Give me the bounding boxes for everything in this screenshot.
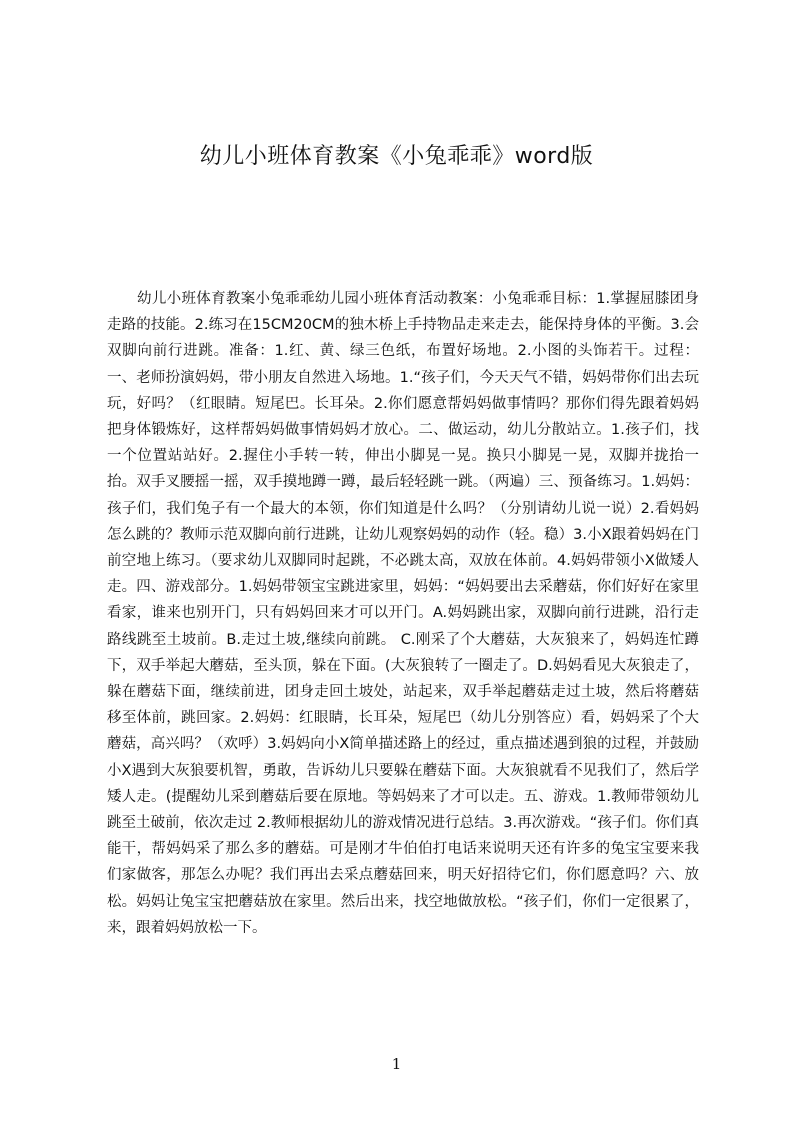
page-number: 1 [391, 1055, 402, 1073]
lesson-plan-body: 幼儿小班体育教案小兔乖乖幼儿园小班体育活动教案：小兔乖乖目标：1.掌握屈膝团身走路的技能。2.练习在15CM20CM的独木桥上手持物品走来走去，能保持身体的平衡。3.会双脚向前行进跳。准备：1.红、黄、绿三色纸，布置好场地。2.小图的头饰若干。过程：一、老师扮演妈妈，带小朋友自然进入场地。1.“孩子们，今天天气不错，妈妈带你们出去玩玩，好吗？（红眼睛。短尾巴。长耳朵。2.你们愿意帮妈妈做事情吗？那你们得先跟着妈妈把身体锻炼好，这样帮妈妈做事情妈妈才放心。二、做运动，幼儿分散站立。1.孩子们，找一个位置站站好。2.握住小手转一转，伸出小脚晃一晃。换只小脚晃一晃，双脚并拢抬一抬。双手叉腰摇一摇，双手摸地蹲一蹲，最后轻轻跳一跳。（两遍）三、预备练习。1.妈妈：孩子们，我们兔子有一个最大的本领，你们知道是什么吗？（分别请幼儿说一说）2.看妈妈怎么跳的？教师示范双脚向前行进跳，让幼儿观察妈妈的动作（轻。稳）3.小X跟着妈妈在门前空地上练习。（要求幼儿双脚同时起跳，不必跳太高，双放在体前。4.妈妈带领小X做矮人走。四、游戏部分。1.妈妈带领宝宝跳进家里，妈妈：“妈妈要出去采蘑菇，你们好好在家里看家，谁来也别开门，只有妈妈回来才可以开门。A.妈妈跳出家，双脚向前行进跳，沿行走路线跳至土坡前。B.走过土坡,继续向前跳。 C.刚采了个大蘑菇，大灰狼来了，妈妈连忙蹲下，双手举起大蘑菇，至头顶，躲在下面。(大灰狼转了一圈走了。D.妈妈看见大灰狼走了，躲在蘑菇下面，继续前进，团身走回土坡处，站起来，双手举起蘑菇走过土坡，然后将蘑菇移至体前，跳回家。2.妈妈：红眼睛，长耳朵，短尾巴（幼儿分别答应）看，妈妈采了个大蘑菇，高兴吗？（欢呼）3.妈妈向小X简单描述路上的经过，重点描述遇到狼的过程，并鼓励小X遇到大灰狼要机智，勇敢，告诉幼儿只要躲在蘑菇下面。大灰狼就看不见我们了，然后学矮人走。(提醒幼儿采到蘑菇后要在原地。等妈妈来了才可以走。五、游戏。1.教师带领幼儿跳至土破前，依次走过 2.教师根据幼儿的游戏情况进行总结。3.再次游戏。“孩子们。你们真能干，帮妈妈采了那么多的蘑菇。可是刚才牛伯伯打电话来说明天还有许多的兔宝宝要来我们家做客，那怎么办呢？我们再出去采点蘑菇回来，明天好招待它们，你们愿意吗？六、放松。妈妈让兔宝宝把蘑菇放在家里。然后出来，找空地做放松。“孩子们，你们一定很累了，来，跟着妈妈放松一下。 [107, 291, 699, 936]
document-title: 幼儿小班体育教案《小兔乖乖》word版 [199, 144, 594, 169]
